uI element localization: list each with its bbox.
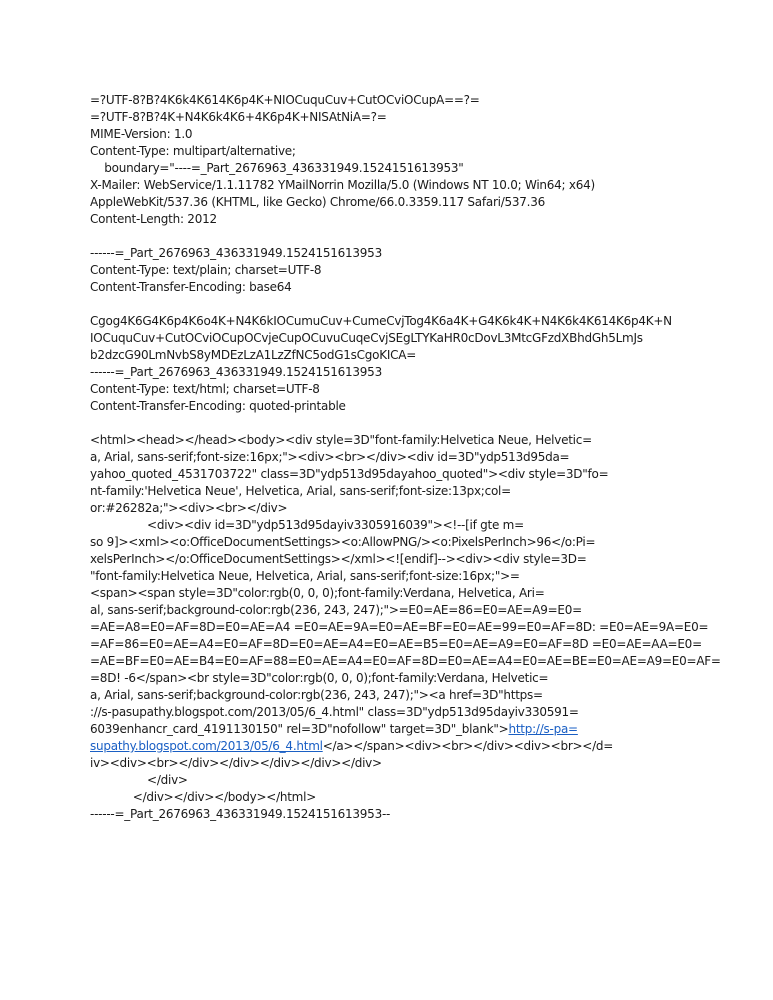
header-line: Content-Type: multipart/alternative;	[90, 144, 296, 158]
html-line-with-link	[90, 721, 690, 738]
html-line: iv><div><br></div></div></div></div></div>	[90, 756, 382, 770]
html-line: xelsPerInch></o:OfficeDocumentSettings></xml><![endif]--><div><div style=3D=	[90, 552, 587, 566]
boundary-line: ------=_Part_2676963_436331949.1524151613953	[90, 365, 382, 379]
header-line: AppleWebKit/537.36 (KHTML, like Gecko) Chrome/66.0.3359.117 Safari/537.36	[90, 195, 545, 209]
header-line: X-Mailer: WebService/1.1.11782 YMailNorrin Mozilla/5.0 (Windows NT 10.0; Win64; x64)	[90, 178, 595, 192]
html-line-text: </a></span><div><br></div><div><br></d=	[322, 739, 614, 753]
html-line: nt-family:'Helvetica Neue', Helvetica, Arial, sans-serif;font-size:13px;col=	[90, 484, 511, 498]
base64-line: IOCuquCuv+CutOCviOCupOCvjeCupOCuvuCuqeCvjSEgLTYKaHR0cDovL3MtcGFzdXBhdGh5LmJs	[90, 331, 643, 345]
blog-link-part-2[interactable]: supathy.blogspot.com/2013/05/6_4.html	[90, 739, 323, 753]
html-line: =AE=BF=E0=AE=B4=E0=AF=88=E0=AE=A4=E0=AF=8D=E0=AE=A4=E0=AE=BE=E0=AE=A9=E0=AF=	[90, 654, 721, 668]
base64-body	[90, 313, 690, 415]
html-line: yahoo_quoted_4531703722" class=3D"ydp513d95dayahoo_quoted"><div style=3D"fo=	[90, 467, 609, 481]
header-line: MIME-Version: 1.0	[90, 127, 193, 141]
html-line-text: 6039enhancr_card_4191130150" rel=3D"nofollow" target=3D"_blank">	[90, 722, 509, 736]
mail-headers	[90, 92, 690, 228]
plain-part-headers	[90, 245, 690, 296]
base64-line: Cgog4K6G4K6p4K6o4K+N4K6kIOCumuCuv+CumeCvjTog4K6a4K+G4K6k4K+N4K6k4K614K6p4K+N	[90, 314, 672, 328]
html-line: <html><head></head><body><div style=3D"font-family:Helvetica Neue, Helvetic=	[90, 433, 592, 447]
header-line: boundary="----=_Part_2676963_436331949.1524151613953"	[90, 161, 464, 175]
html-line: or:#26282a;"><div><br></div>	[90, 501, 288, 515]
part-header-line: Content-Transfer-Encoding: base64	[90, 280, 292, 294]
blank-line	[90, 415, 690, 432]
html-line: </div></div></body></html>	[90, 790, 316, 804]
html-line: </div>	[90, 773, 188, 787]
email-source-document	[90, 92, 721, 823]
html-line-with-link	[90, 738, 690, 755]
html-line: "font-family:Helvetica Neue, Helvetica, Arial, sans-serif;font-size:16px;">=	[90, 569, 520, 583]
html-line: al, sans-serif;background-color:rgb(236, 243, 247);">=E0=AE=86=E0=AE=A9=E0=	[90, 603, 582, 617]
html-body	[90, 432, 721, 823]
html-line: ://s-pasupathy.blogspot.com/2013/05/6_4.html" class=3D"ydp513d95dayiv330591=	[90, 705, 579, 719]
html-line: <span><span style=3D"color:rgb(0, 0, 0);font-family:Verdana, Helvetica, Ari=	[90, 586, 545, 600]
blank-line	[90, 228, 690, 245]
header-line: =?UTF-8?B?4K+N4K6k4K6+4K6p4K+NISAtNiA=?=	[90, 110, 387, 124]
html-line: =AF=86=E0=AE=A4=E0=AF=8D=E0=AE=A4=E0=AE=B5=E0=AE=A9=E0=AF=8D =E0=AE=AA=E0=	[90, 637, 702, 651]
blank-line	[90, 296, 690, 313]
header-line: Content-Length: 2012	[90, 212, 217, 226]
html-line: =AE=A8=E0=AF=8D=E0=AE=A4 =E0=AE=9A=E0=AE=BF=E0=AE=99=E0=AF=8D: =E0=AE=9A=E0=	[90, 620, 709, 634]
part-header-line: Content-Transfer-Encoding: quoted-printable	[90, 399, 346, 413]
html-line: <div><div id=3D"ydp513d95dayiv3305916039"><!--[if gte m=	[90, 518, 524, 532]
part-header-line: Content-Type: text/html; charset=UTF-8	[90, 382, 320, 396]
header-line: =?UTF-8?B?4K6k4K614K6p4K+NIOCuquCuv+CutOCviOCupA==?=	[90, 93, 480, 107]
html-line: so 9]><xml><o:OfficeDocumentSettings><o:AllowPNG/><o:PixelsPerInch>96</o:Pi=	[90, 535, 596, 549]
html-line: =8D! -6</span><br style=3D"color:rgb(0, 0, 0);font-family:Verdana, Helvetic=	[90, 671, 549, 685]
base64-line: b2dzcG90LmNvbS8yMDEzLzA1LzZfNC5odG1sCgoKICA=	[90, 348, 417, 362]
html-line: a, Arial, sans-serif;font-size:16px;"><div><br></div><div id=3D"ydp513d95da=	[90, 450, 570, 464]
blog-link-part-1[interactable]: http://s-pa=	[508, 722, 578, 736]
boundary-line: ------=_Part_2676963_436331949.1524151613953--	[90, 807, 391, 821]
html-line: a, Arial, sans-serif;background-color:rgb(236, 243, 247);"><a href=3D"https=	[90, 688, 543, 702]
part-header-line: Content-Type: text/plain; charset=UTF-8	[90, 263, 322, 277]
boundary-line: ------=_Part_2676963_436331949.1524151613953	[90, 246, 382, 260]
